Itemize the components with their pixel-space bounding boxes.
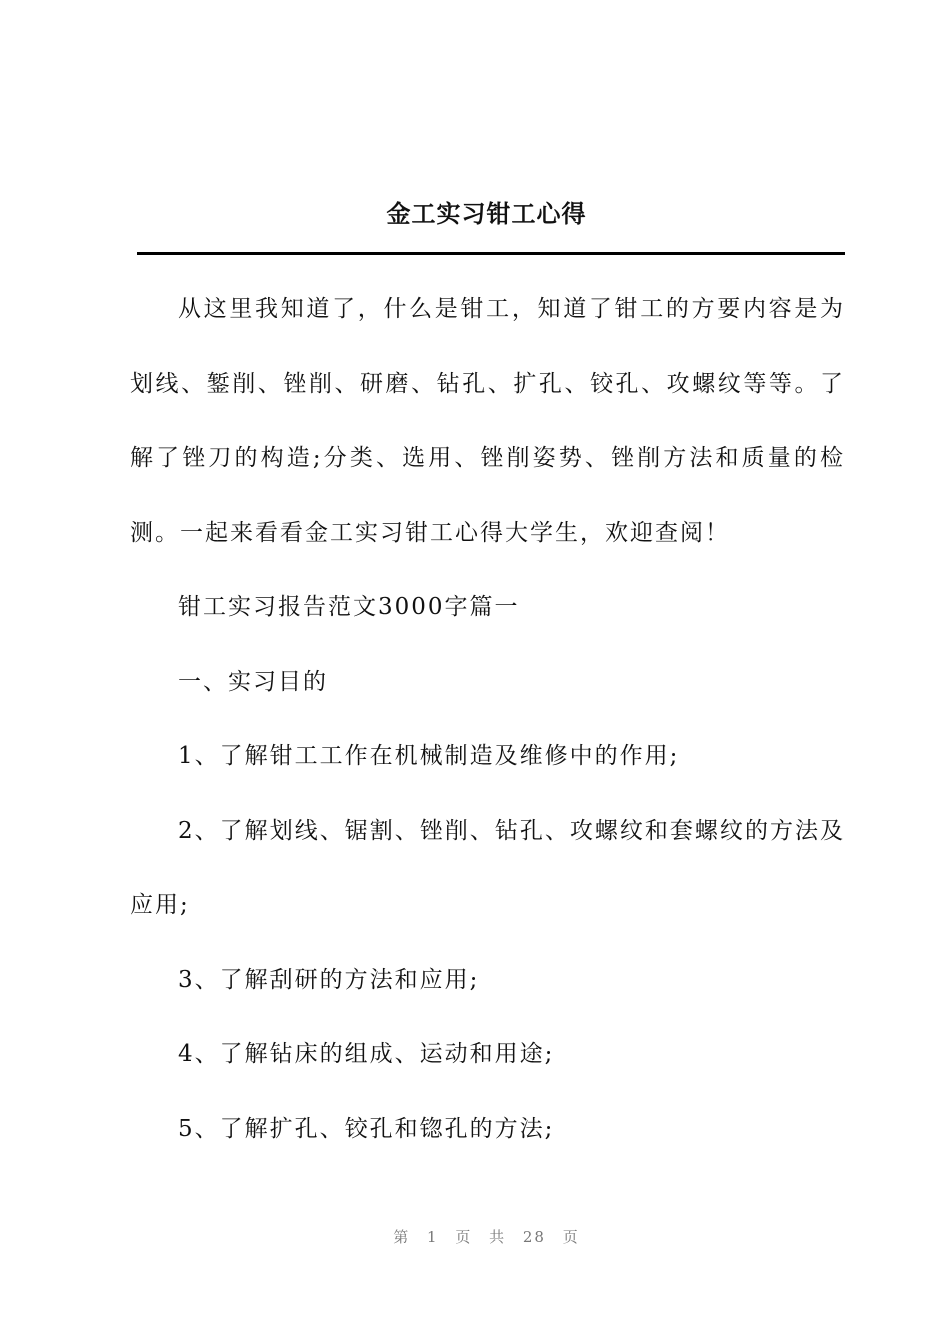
paragraph-item-1: 1、了解钳工工作在机械制造及维修中的作用;	[178, 743, 680, 769]
paragraph-item-5: 5、了解扩孔、铰孔和锪孔的方法;	[178, 1115, 555, 1142]
paragraph-intro: 从这里我知道了，什么是钳工，知道了钳工的方要内容是为划线、錾削、锉削、研磨、钻孔、扩孔、铰孔、攻螺纹等等。了解了锉刀的构造;分类、选用、锉削姿势、锉削方法和质量的检测。一起来看看金工实习钳工心得大学生，欢迎查阅！	[130, 296, 845, 546]
page-footer: 第 1 页 共 28 页	[393, 1228, 580, 1246]
paragraph-item-4: 4、了解钻床的组成、运动和用途;	[178, 1041, 555, 1067]
document-title: 金工实习钳工心得	[386, 199, 587, 228]
paragraph-section-heading: 一、实习目的	[178, 668, 328, 695]
paragraph-report-heading: 钳工实习报告范文3000字篇一	[178, 594, 520, 620]
paragraph-item-2: 2、了解划线、锯割、锉削、钻孔、攻螺纹和套螺纹的方法及应用;	[130, 817, 845, 918]
paragraph-item-3: 3、了解刮研的方法和应用;	[178, 966, 480, 993]
document-body	[130, 272, 845, 1166]
title-underline	[137, 252, 845, 255]
